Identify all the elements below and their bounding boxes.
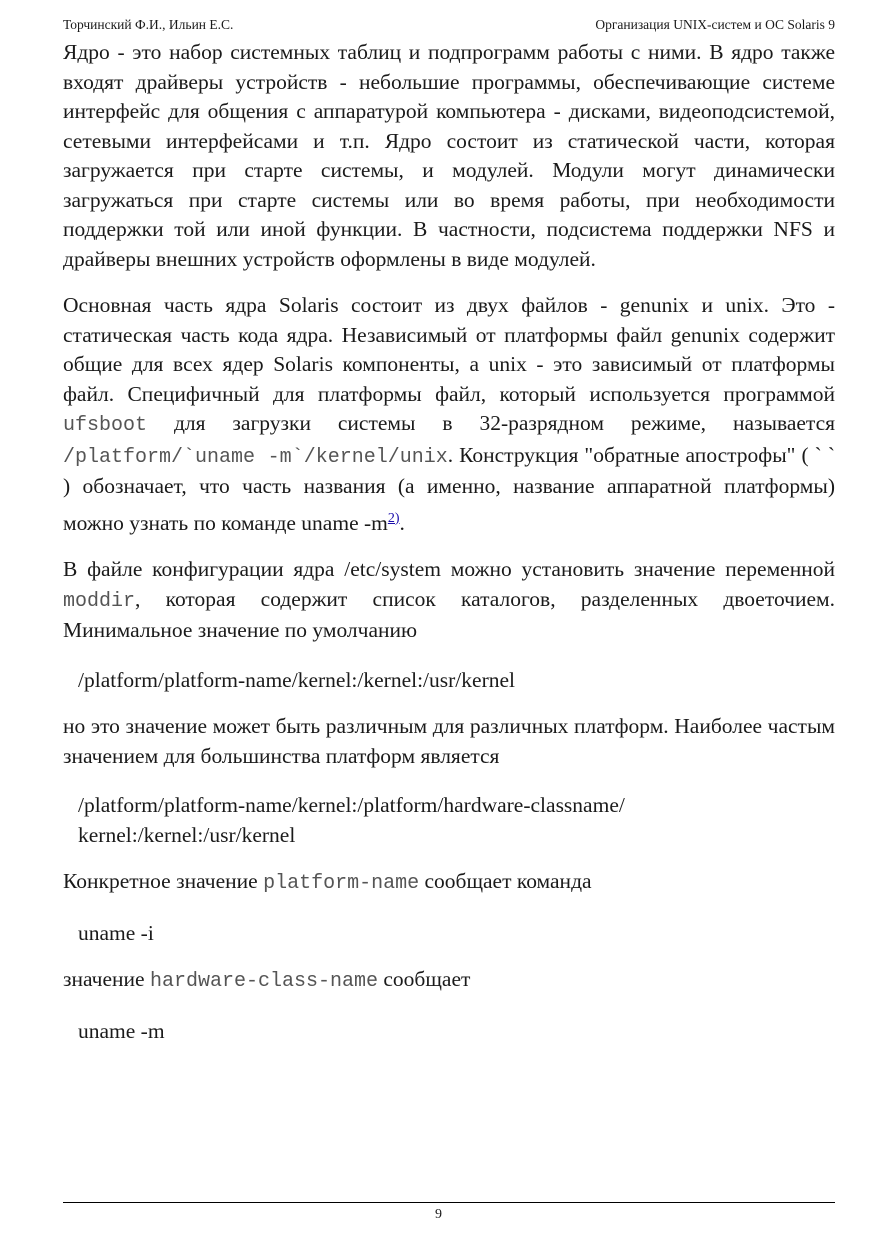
code-hardware-class-name: hardware-class-name [149,970,379,994]
page-number: 9 [435,1207,442,1222]
text: Основная часть ядра Solaris состоит из двух файлов - genunix и unix. Это - статическая часть кода ядра. Независимый от платформы файл genunix содержит общие для всех ядер Solaris компоненты, а unix - это зависимый от платформы файл. Специфичный для платформы файл, который используется программой [63,293,835,406]
text: . [399,510,405,535]
page-header [63,17,835,35]
text: сообщает [383,967,471,992]
code-moddir: moddir [63,589,136,613]
text: . Конструкция "обратные апострофы" ( ` ` ) обозначает, что часть названия (а именно, название аппаратной платформы) можно узнать по команде uname -m [63,442,836,535]
paragraph-platform-name [63,867,835,899]
code-kernel-path: /platform/`uname -m`/kernel/unix [63,445,448,469]
header-book-title: Организация UNIX-систем и ОС Solaris 9 [595,17,835,32]
paragraph-platforms: но это значение может быть различным для различных платформ. Наиболее частым значением для большинства платформ является [63,714,835,768]
code-platform-name: platform-name [263,872,420,896]
paragraph-kernel-files [63,291,835,538]
text: значение [63,967,145,992]
page-content [63,38,835,1046]
text: В файле конфигурации ядра /etc/system можно установить значение переменной [63,557,835,582]
paragraph-moddir [63,555,835,646]
text: для загрузки системы в 32-разрядном режиме, называется [173,411,835,435]
paragraph-kernel-definition: Ядро - это набор системных таблиц и подпрограмм работы с ними. В ядро также входят драйверы устройств - небольшие программы, обеспечивающие системе интерфейс для общения с аппаратурой компьютера - дисками, видеоподсистемой, сетевыми интерфейсами и т.п. Ядро состоит из статической части, которая загружается при старте системы, и модулей. Модули могут динамически загружаться при старте системы или во время работы, при необходимости поддержки той или иной функции. В частности, подсистема поддержки NFS и драйверы внешних устройств оформлены в виде модулей. [63,40,835,271]
command-uname-i: uname -i [78,920,154,945]
text: Конкретное значение [63,869,258,894]
footer-divider [63,1202,835,1203]
path-default: /platform/platform-name/kernel:/kernel:/usr/kernel [78,667,516,692]
header-authors: Торчинский Ф.И., Ильин Е.С. [63,17,234,32]
footnote-link[interactable]: 2) [387,510,400,526]
paragraph-hardware-class [63,965,835,997]
path-line-1: /platform/platform-name/kernel:/platform/hardware-classname/ [78,793,625,818]
code-ufsboot: ufsboot [63,414,148,437]
text: , которая содержит список каталогов, разделенных двоеточием. Минимальное значение по умолчанию [63,586,835,643]
path-common [63,791,835,850]
path-line-2: kernel:/kernel:/usr/kernel [78,822,296,847]
text: сообщает команда [424,869,592,894]
command-uname-m: uname -m [78,1018,165,1043]
